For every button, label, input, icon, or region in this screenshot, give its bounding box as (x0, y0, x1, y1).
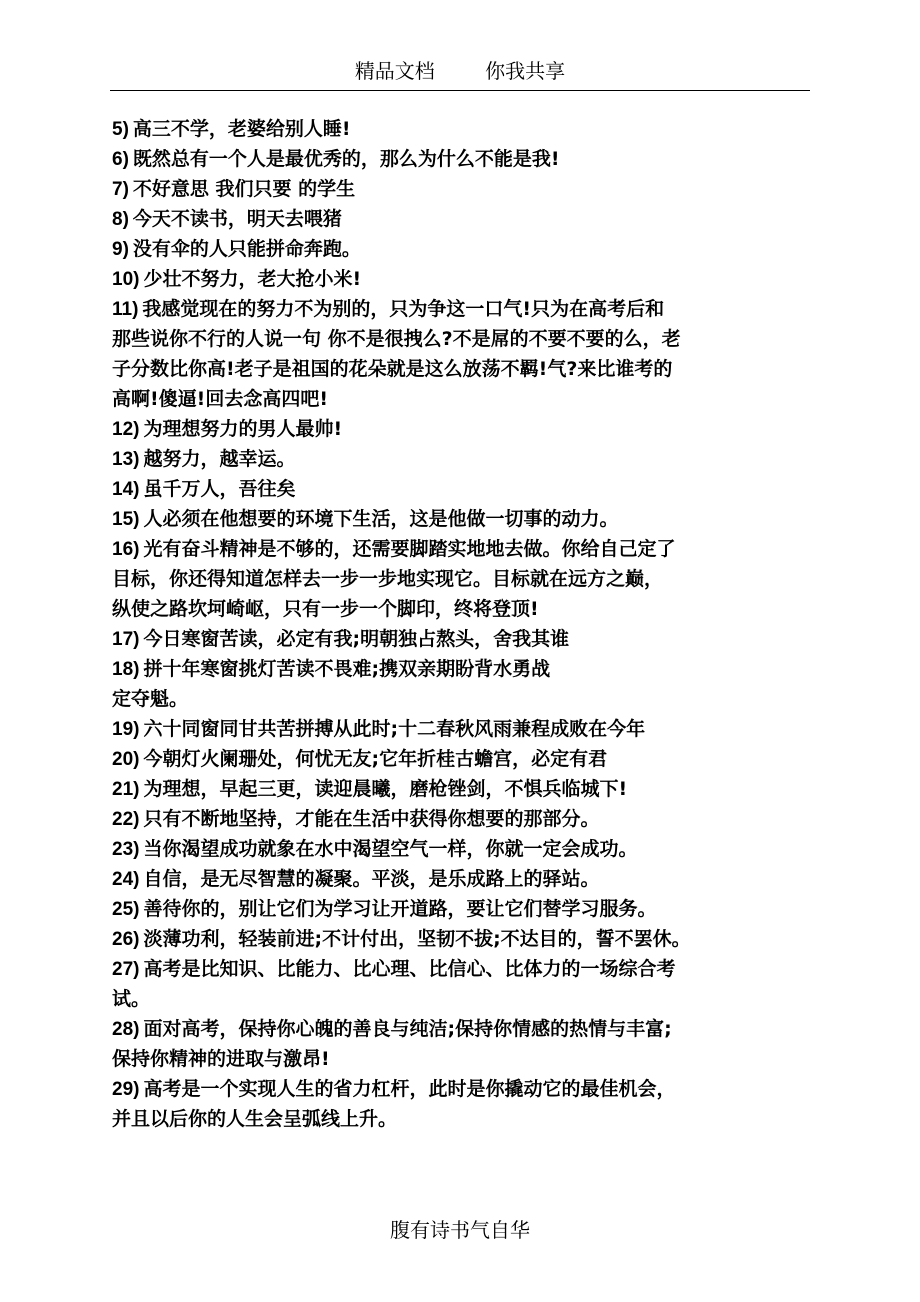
line-number: 8) (112, 209, 129, 230)
document-line (112, 1104, 832, 1134)
document-line (112, 624, 832, 654)
line-text: 高三不学，老婆给别人睡! (132, 118, 351, 140)
line-number: 22) (112, 809, 140, 830)
document-line (112, 684, 832, 714)
document-line (112, 1044, 832, 1074)
line-text: 我感觉现在的努力不为别的，只为争这一口气!只为在高考后和 (142, 298, 665, 320)
line-number: 17) (112, 629, 140, 650)
line-number: 27) (112, 959, 140, 980)
document-body (112, 114, 832, 1134)
line-text: 试。 (112, 988, 151, 1010)
line-text: 没有伞的人只能拼命奔跑。 (132, 238, 361, 260)
header-right-text: 你我共享 (485, 59, 566, 83)
document-line (112, 474, 832, 504)
document-line (112, 714, 832, 744)
line-text: 今朝灯火阑珊处，何忧无友;它年折桂古蟾宫，必定有君 (143, 748, 608, 770)
document-line (112, 954, 832, 984)
line-text: 当你渴望成功就象在水中渴望空气一样，你就一定会成功。 (143, 838, 638, 860)
line-text: 六十同窗同甘共苦拼搏从此时;十二春秋风雨兼程成败在今年 (143, 718, 646, 740)
document-line (112, 384, 832, 414)
document-line (112, 894, 832, 924)
line-text: 淡薄功利，轻装前进;不计付出，坚韧不拔;不达目的，誓不罢休。 (143, 928, 691, 950)
document-line (112, 534, 832, 564)
line-text: 并且以后你的人生会呈弧线上升。 (112, 1108, 398, 1130)
line-text: 自信，是无尽智慧的凝聚。平淡，是乐成路上的驿站。 (143, 868, 600, 890)
line-text: 子分数比你高!老子是祖国的花朵就是这么放荡不羁!气?来比谁考的 (112, 358, 673, 380)
line-text: 今天不读书，明天去喂猪 (132, 208, 342, 230)
document-line (112, 264, 832, 294)
line-text: 为理想努力的男人最帅! (143, 418, 343, 440)
line-number: 9) (112, 239, 129, 260)
line-number: 11) (112, 299, 139, 320)
line-number: 6) (112, 149, 129, 170)
line-number: 18) (112, 659, 140, 680)
line-text: 不好意思 我们只要 的学生 (132, 178, 356, 200)
line-number: 14) (112, 479, 140, 500)
line-number: 5) (112, 119, 129, 140)
line-number: 20) (112, 749, 140, 770)
document-line (112, 174, 832, 204)
line-number: 21) (112, 779, 140, 800)
document-line (112, 144, 832, 174)
line-number: 13) (112, 449, 140, 470)
line-text: 既然总有一个人是最优秀的，那么为什么不能是我! (132, 148, 560, 170)
document-line (112, 654, 832, 684)
line-text: 高啊!傻逼!回去念高四吧! (112, 388, 328, 410)
line-number: 23) (112, 839, 140, 860)
line-text: 纵使之路坎坷崎岖，只有一步一个脚印，终将登顶! (112, 598, 539, 620)
line-number: 7) (112, 179, 129, 200)
line-text: 面对高考，保持你心魄的善良与纯洁;保持你情感的热情与丰富; (143, 1018, 672, 1040)
line-text: 为理想，早起三更，读迎晨曦，磨枪锉剑，不惧兵临城下! (143, 778, 628, 800)
line-text: 那些说你不行的人说一句 你不是很拽么?不是屌的不要不要的么，老 (112, 328, 681, 350)
line-number: 29) (112, 1079, 140, 1100)
line-number: 12) (112, 419, 140, 440)
line-number: 19) (112, 719, 140, 740)
line-text: 只有不断地坚持，才能在生活中获得你想要的那部分。 (143, 808, 600, 830)
header-left-text: 精品文档 (354, 59, 435, 83)
document-line (112, 774, 832, 804)
line-text: 高考是比知识、比能力、比心理、比信心、比体力的一场综合考 (143, 958, 676, 980)
document-line (112, 924, 832, 954)
line-text: 光有奋斗精神是不够的，还需要脚踏实地地去做。你给自己定了 (143, 538, 676, 560)
line-number: 25) (112, 899, 140, 920)
line-text: 拼十年寒窗挑灯苦读不畏难;携双亲期盼背水勇战 (143, 658, 551, 680)
document-line (112, 354, 832, 384)
line-text: 高考是一个实现人生的省力杠杆，此时是你撬动它的最佳机会， (143, 1078, 676, 1100)
line-text: 今日寒窗苦读，必定有我;明朝独占熬头，舍我其谁 (143, 628, 570, 650)
document-line (112, 744, 832, 774)
line-number: 24) (112, 869, 140, 890)
document-line (112, 984, 832, 1014)
document-line (112, 294, 832, 324)
line-number: 16) (112, 539, 140, 560)
document-line (112, 804, 832, 834)
line-text: 少壮不努力，老大抢小米! (143, 268, 362, 290)
document-line (112, 864, 832, 894)
document-line (112, 234, 832, 264)
document-line (112, 444, 832, 474)
document-line (112, 594, 832, 624)
document-line (112, 324, 832, 354)
line-text: 越努力，越幸运。 (143, 448, 296, 470)
line-number: 10) (112, 269, 140, 290)
line-text: 虽千万人，吾往矣 (143, 478, 296, 500)
page-header (110, 56, 810, 91)
line-text: 善待你的，别让它们为学习让开道路，要让它们替学习服务。 (143, 898, 657, 920)
line-number: 15) (112, 509, 140, 530)
page-footer: 腹有诗书气自华 (390, 1218, 530, 1242)
line-text: 保持你精神的进取与激昂! (112, 1048, 330, 1070)
document-line (112, 1074, 832, 1104)
document-line (112, 204, 832, 234)
line-text: 定夺魁。 (112, 688, 189, 710)
document-line (112, 834, 832, 864)
line-text: 人必须在他想要的环境下生活，这是他做一切事的动力。 (143, 508, 619, 530)
document-line (112, 504, 832, 534)
document-line (112, 1014, 832, 1044)
document-line (112, 114, 832, 144)
line-number: 26) (112, 929, 140, 950)
line-text: 目标，你还得知道怎样去一步一步地实现它。目标就在远方之巅， (112, 568, 664, 590)
document-line (112, 414, 832, 444)
document-line (112, 564, 832, 594)
line-number: 28) (112, 1019, 140, 1040)
